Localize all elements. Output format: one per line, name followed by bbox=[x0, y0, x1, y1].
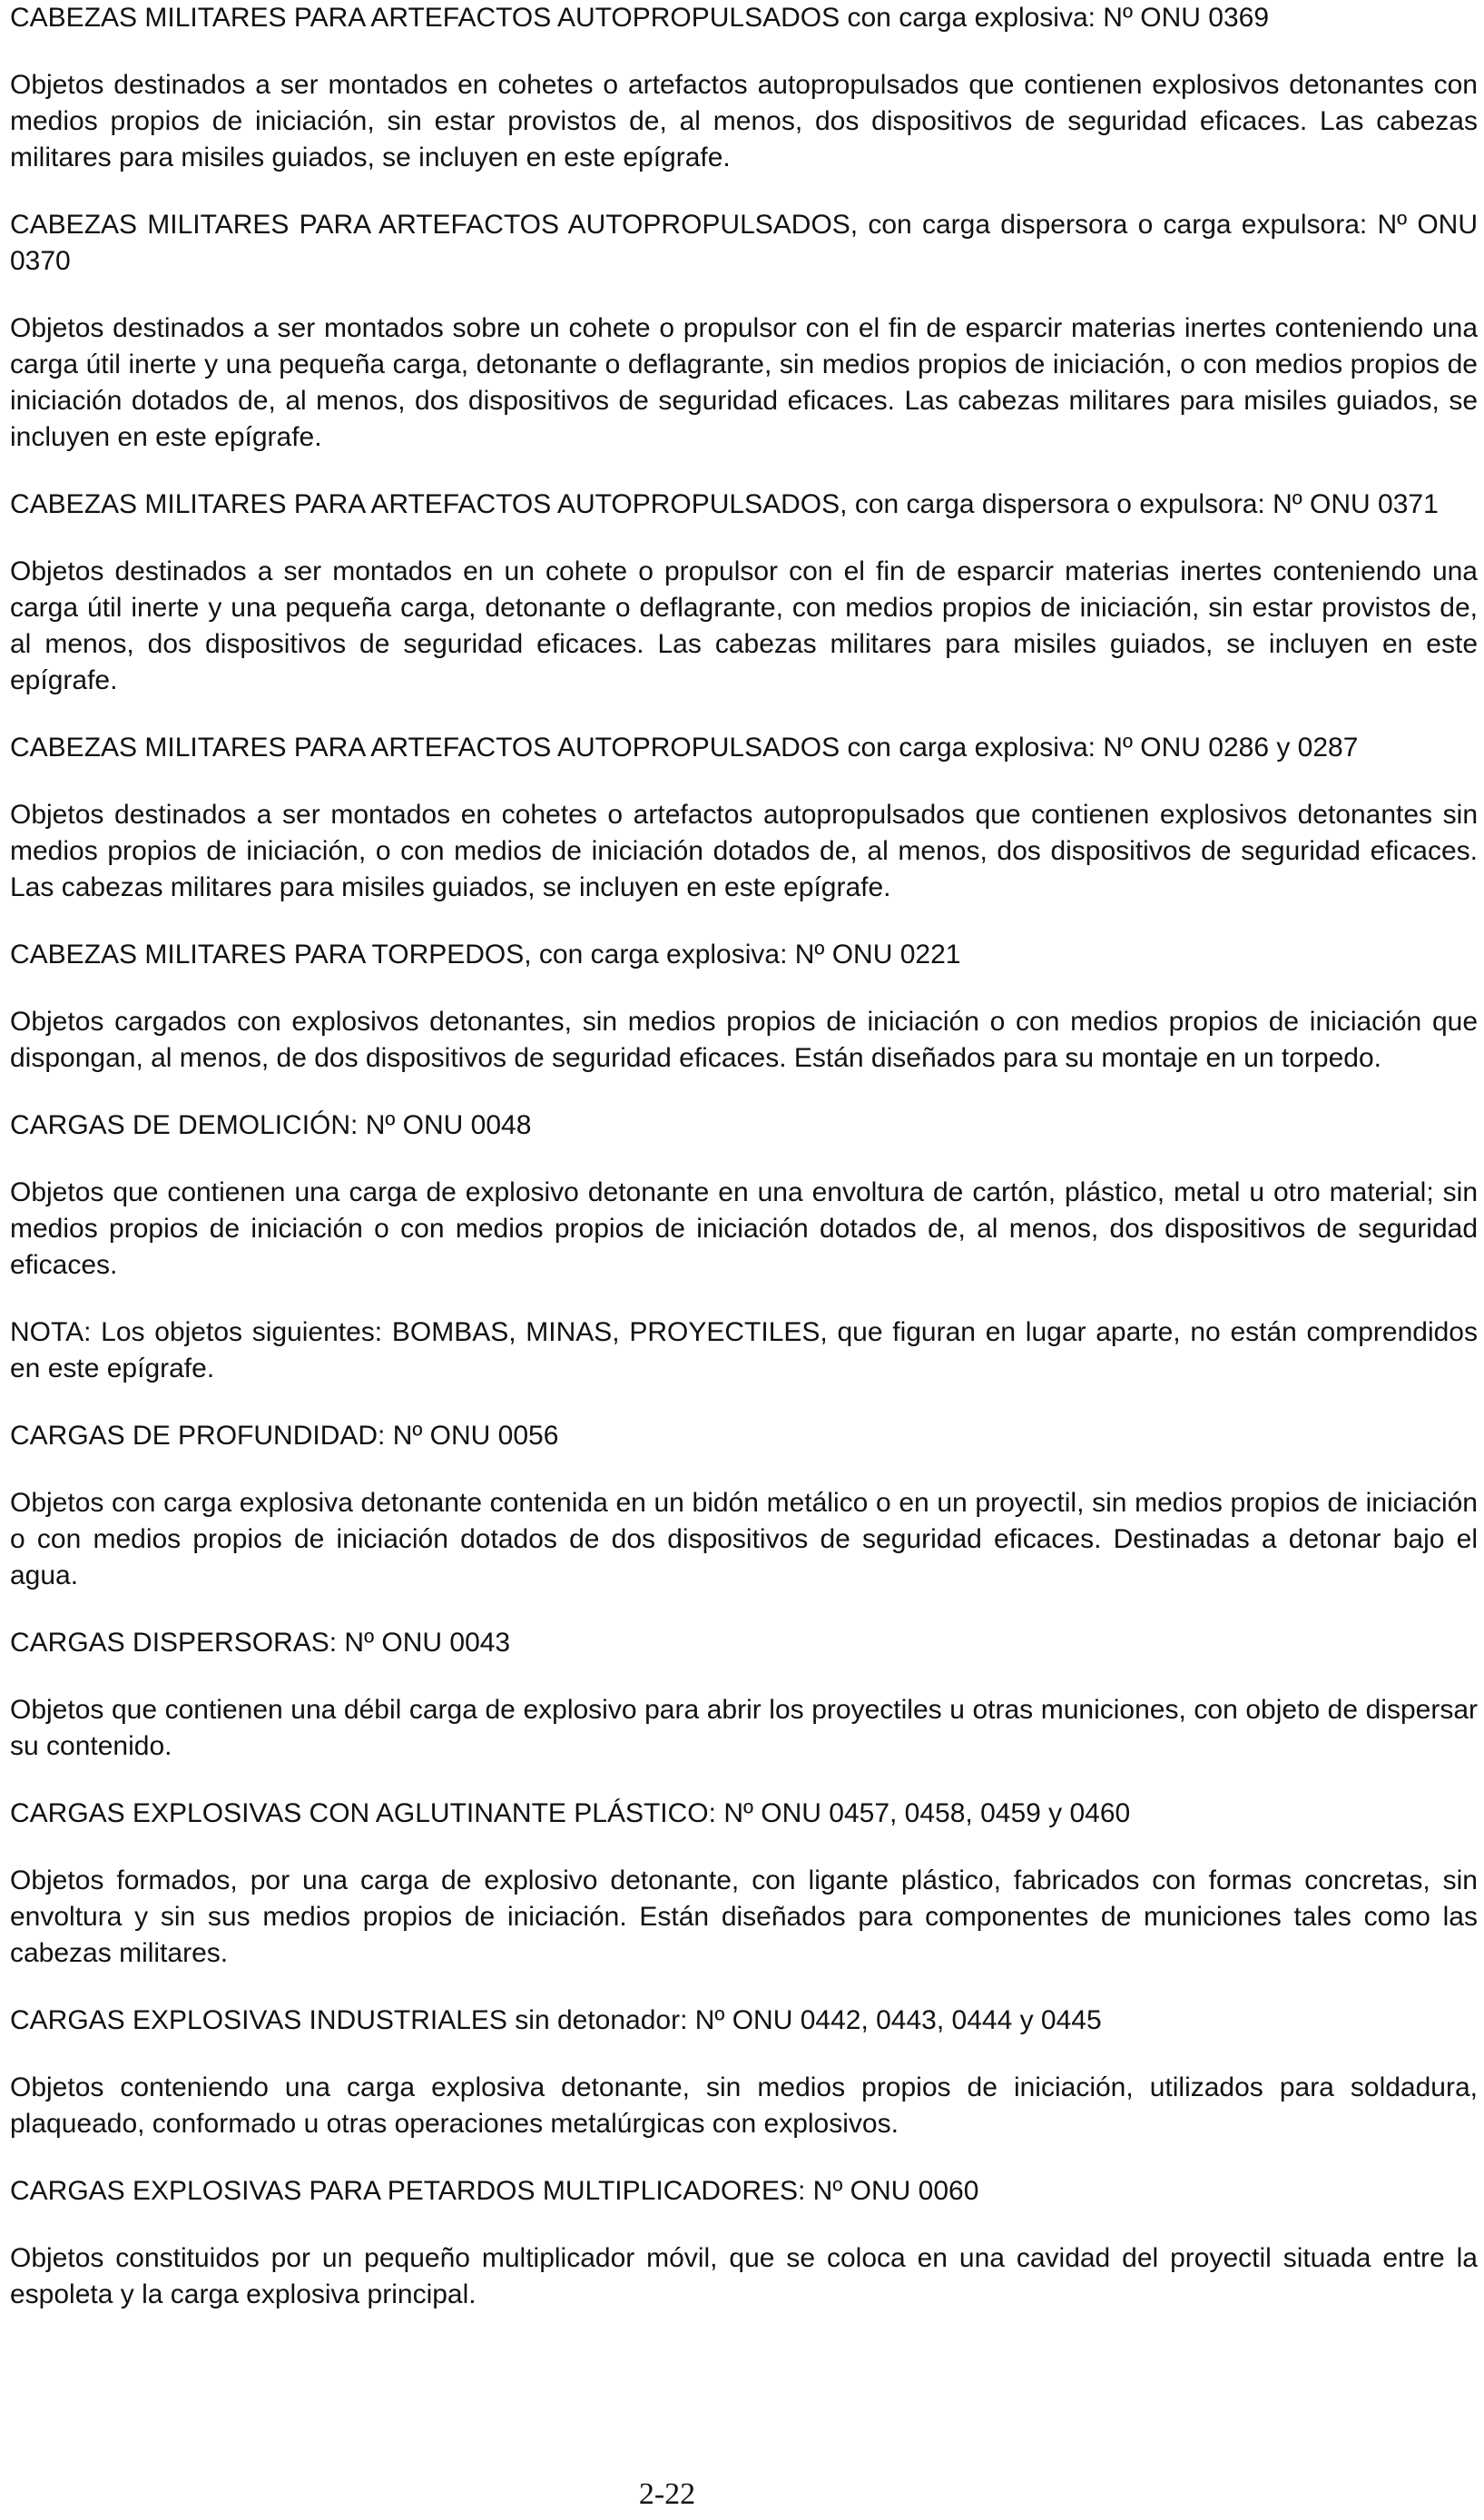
entry-title: CARGAS DE DEMOLICIÓN: Nº ONU 0048 bbox=[10, 1110, 532, 1140]
page-number: 2-22 bbox=[638, 2477, 696, 2511]
entry-un-0043 bbox=[10, 1625, 1478, 1765]
entry-description: Objetos con carga explosiva detonante contenida en un bidón metálico o en un proyectil, sin medios propios de iniciación o con medios propios de iniciación dotados de dos dispositivos de seguridad eficaces. Destinadas a detonar bajo el agua. bbox=[10, 1488, 1478, 1590]
entry-description: Objetos que contienen una débil carga de explosivo para abrir los proyectiles u otras municiones, con objeto de dispersar su contenido. bbox=[10, 1695, 1478, 1761]
entry-description: Objetos constituidos por un pequeño multiplicador móvil, que se coloca en una cavidad del proyectil situada entre la espoleta y la carga explosiva principal. bbox=[10, 2243, 1478, 2309]
entry-title: CARGAS DISPERSORAS: Nº ONU 0043 bbox=[10, 1628, 511, 1658]
entry-un-0286-0287 bbox=[10, 730, 1478, 906]
entry-title: CARGAS EXPLOSIVAS INDUSTRIALES sin detonador: Nº ONU 0442, 0443, 0444 y 0445 bbox=[10, 2005, 1102, 2035]
entry-title: CARGAS EXPLOSIVAS CON AGLUTINANTE PLÁSTICO: Nº ONU 0457, 0458, 0459 y 0460 bbox=[10, 1798, 1131, 1828]
entry-title: CARGAS DE PROFUNDIDAD: Nº ONU 0056 bbox=[10, 1421, 559, 1451]
entry-description: Objetos cargados con explosivos detonantes, sin medios propios de iniciación o con medios propios de iniciación que dispongan, al menos, de dos dispositivos de seguridad eficaces. Están diseñados para su montaje en un torpedo. bbox=[10, 1007, 1478, 1073]
entry-title: CARGAS EXPLOSIVAS PARA PETARDOS MULTIPLICADORES: Nº ONU 0060 bbox=[10, 2176, 979, 2206]
entry-un-0221 bbox=[10, 937, 1478, 1077]
entry-un-0369 bbox=[10, 0, 1478, 176]
entry-description: Objetos destinados a ser montados en cohetes o artefactos autopropulsados que contienen explosivos detonantes con medios propios de iniciación, sin estar provistos de, al menos, dos dispositivos de seguridad eficaces. Las cabezas militares para misiles guiados, se incluyen en este epígrafe. bbox=[10, 70, 1478, 172]
entry-title: CABEZAS MILITARES PARA ARTEFACTOS AUTOPROPULSADOS con carga explosiva: Nº ONU 0369 bbox=[10, 3, 1270, 33]
entry-title: CABEZAS MILITARES PARA ARTEFACTOS AUTOPROPULSADOS, con carga dispersora o expulsora: Nº ONU 0371 bbox=[10, 489, 1439, 519]
entry-description: Objetos destinados a ser montados sobre un cohete o propulsor con el fin de esparcir materias inertes conteniendo una carga útil inerte y una pequeña carga, detonante o deflagrante, sin medios propios de iniciación, o con medios propios de iniciación dotados de, al menos, dos dispositivos de seguridad eficaces. Las cabezas militares para misiles guiados, se incluyen en este epígrafe. bbox=[10, 313, 1478, 452]
entry-title: CABEZAS MILITARES PARA ARTEFACTOS AUTOPROPULSADOS con carga explosiva: Nº ONU 0286 y 0287 bbox=[10, 733, 1359, 763]
entry-un-0060 bbox=[10, 2173, 1478, 2313]
entry-un-0056 bbox=[10, 1418, 1478, 1594]
entry-description: Objetos formados, por una carga de explosivo detonante, con ligante plástico, fabricados con formas concretas, sin envoltura y sin sus medios propios de iniciación. Están diseñados para componentes de municiones tales como las cabezas militares. bbox=[10, 1865, 1478, 1968]
entry-description: Objetos conteniendo una carga explosiva detonante, sin medios propios de iniciación, utilizados para soldadura, plaqueado, conformado u otras operaciones metalúrgicas con explosivos. bbox=[10, 2072, 1478, 2139]
entries-section-1 bbox=[10, 0, 1478, 1284]
entry-un-0371 bbox=[10, 487, 1478, 699]
entry-description: Objetos que contienen una carga de explosivo detonante en una envoltura de cartón, plástico, metal u otro material; sin medios propios de iniciación o con medios propios de iniciación dotados de, al menos, dos dispositivos de seguridad eficaces. bbox=[10, 1177, 1478, 1280]
entry-title: CABEZAS MILITARES PARA TORPEDOS, con carga explosiva: Nº ONU 0221 bbox=[10, 940, 961, 970]
entry-un-0370 bbox=[10, 207, 1478, 456]
entry-un-0457-0460 bbox=[10, 1796, 1478, 1972]
entry-description: Objetos destinados a ser montados en cohetes o artefactos autopropulsados que contienen explosivos detonantes sin medios propios de iniciación, o con medios de iniciación dotados de, al menos, dos dispositivos de seguridad eficaces. Las cabezas militares para misiles guiados, se incluyen en este epígrafe. bbox=[10, 800, 1478, 902]
entry-description: Objetos destinados a ser montados en un cohete o propulsor con el fin de esparcir materias inertes conteniendo una carga útil inerte y una pequeña carga, detonante o deflagrante, con medios propios de iniciación, sin estar provistos de, al menos, dos dispositivos de seguridad eficaces. Las cabezas militares para misiles guiados, se incluyen en este epígrafe. bbox=[10, 556, 1478, 695]
document-page bbox=[10, 0, 1478, 2344]
entry-un-0442-0445 bbox=[10, 2003, 1478, 2142]
entries-section-2 bbox=[10, 1418, 1478, 2313]
note-paragraph: NOTA: Los objetos siguientes: BOMBAS, MINAS, PROYECTILES, que figuran en lugar aparte, no están comprendidos en este epígrafe. bbox=[10, 1317, 1478, 1383]
entry-un-0048 bbox=[10, 1107, 1478, 1284]
entry-title: CABEZAS MILITARES PARA ARTEFACTOS AUTOPROPULSADOS, con carga dispersora o carga expulsora: Nº ONU 0370 bbox=[10, 210, 1478, 276]
